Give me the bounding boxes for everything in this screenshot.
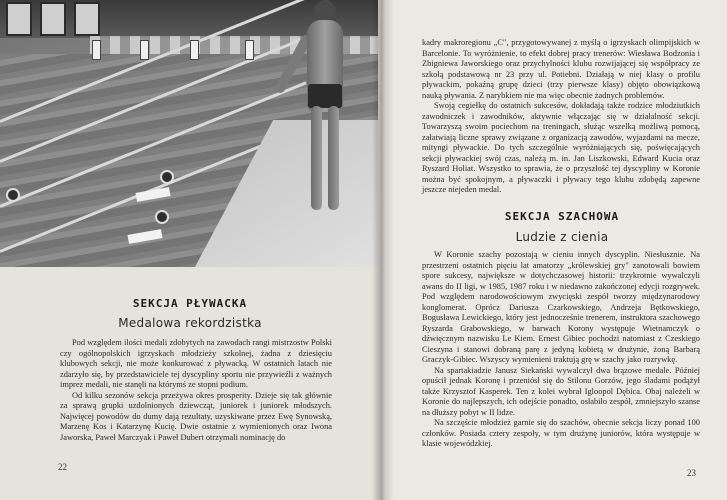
starting-block xyxy=(92,40,101,60)
paragraph: Na szczęście młodzież garnie się do szachów, obecnie sekcja liczy ponad 100 członków. Posiada cztery zespoły, w tym drużynę juniorów, która występuje w klasie wojewódzkiej. xyxy=(422,418,700,448)
section-subheading: Ludzie z cienia xyxy=(515,230,609,244)
book-gutter xyxy=(372,0,394,500)
coach-leg xyxy=(311,106,322,210)
article-body xyxy=(422,38,700,196)
window xyxy=(74,2,100,36)
right-page xyxy=(382,0,727,500)
swimming-pool-photo xyxy=(0,0,378,267)
page-number: 22 xyxy=(58,462,67,472)
paragraph: Od kilku sezonów sekcja przeżywa okres prosperity. Dzieje się tak głównie za sprawą grupki uzdolnionych dziewcząt, juniorek i juniorek młodszych. Najwięcej powodów do dumy dają rezultaty, uzyskiwane przez Ewę Synowską, Marzenę Kos i Katarzynę Kucię. Dwie ostatnie z wymienionych oraz Iwona Jaworska, Paweł Marczyak i Paweł Dubert otrzymali nominację do xyxy=(60,390,332,442)
article-body xyxy=(422,250,700,450)
coach-trunks xyxy=(308,84,342,108)
swimmer xyxy=(160,170,174,184)
section-heading: SEKCJA PŁYWACKA xyxy=(132,297,248,310)
paragraph: Na spartakiadzie Janusz Siekański wywalczył dwa brązowe medale. Później opuścił jednak Koronę i przeniósł się do Stilonu Gorzów, jego śladami podążył także Krzysztof Kasperek. Ten z kolei wybrał Igloopol Dębica. Obaj należeli w Koronie do najlepszych, ich odejście ponadto, osłabiło zespół, zmniejszyło szanse na dłuższy pobyt w II lidze. xyxy=(422,365,700,417)
paragraph: W Koronie szachy pozostają w cieniu innych dyscyplin. Niesłusznie. Na przestrzeni ostatnich pięciu lat amatorzy „królewskiej gry" zanotowali bowiem spore sukcesy, największe w dotychczasowej historii: trzykrotnie wywalczyli awans do II ligi, w 1985, 1987 roku i w niedawno zakończonej edycji rozgrywek. Pod względem narodowościowym zwycięski zespół tworzy międzynarodowy konglomerat. Oprócz Dariusza Czarkowskiego, Andrzeja Bętkowskiego, Bogusława Lewickiego, który jest jednocześnie trenerem, instruktora szachowego Ryszarda Grabowskiego, w barwach Korony występuje Wietnamczyk o dźwięcznym nazwisku Le Kiem. Ernest Gibiec pochodzi natomiast z Czeskiego Cieszyna i stanowi dobraną parę z jedyną kobietą w drużynie, żoną Barbarą Graczyk-Gibiec. Wszyscy wymienieni traktują grę w szachy jako rozrywkę. xyxy=(422,250,700,364)
article-body xyxy=(60,338,332,443)
starting-block xyxy=(190,40,199,60)
paragraph: Pod względem ilości medali zdobytych na zawodach rangi mistrzostw Polski czy ogólnopolskich igrzyskach młodzieży szkolnej, żadna z dziesięciu klubowych sekcji, nie może konkurować z pływacką. W ostatnich latach nie zdarzyło się, by przedstawiciele tej dyscypliny sportu nie przywieźli z ważnych imprez medali, nie stanęli na którymś ze stopni podium. xyxy=(60,338,332,389)
paragraph: kadry makroregionu „C", przygotowywanej z myślą o igrzyskach olimpijskich w Barcelonie. To wyróżnienie, to efekt dobrej pracy trenerów: Wiesława Bodzonia i Zbigniewa Jaworskiego oraz przychylności klubu rozwijającej się współpracy ze szkołą podstawową nr 23 przy ul. Potiebni. Działają w niej klasy o profilu pływackim, pokaźną grupę dzieci (trzy pierwsze klasy) objęto obowiązkową nauką pływania. Z narybkiem nie ma więc obecnie żadnych problemów. xyxy=(422,38,700,100)
section-subheading: Medalowa rekordzistka xyxy=(118,316,262,330)
swimmer xyxy=(155,210,169,224)
window xyxy=(40,2,66,36)
page-number: 23 xyxy=(687,468,696,478)
starting-block xyxy=(245,40,254,60)
starting-block xyxy=(140,40,149,60)
section-heading: SEKCJA SZACHOWA xyxy=(504,210,620,223)
coach-leg xyxy=(328,106,339,210)
swimmer xyxy=(6,188,20,202)
window xyxy=(6,2,32,36)
paragraph: Swoją cegiełkę do ostatnich sukcesów, dokładają także rodzice młodziutkich zawodniczek i zawodników, aktywnie włączając się w działalność sekcji. Towarzyszą swoim pociechom na treningach, służąc wszelką możliwą pomocą, załatwiają liczne sprawy związane z organizacją zawodów, wyjazdami na mecze, mityngi pływackie. Do tych szczególnie wyróżniających się, poświęcających sekcji pływackiej swój czas, należą m. in. Jan Liszkowski, Edward Kucia oraz Ryszard Holiat. Wszystko to sprawia, że o przyszłość tej dyscypliny w Koronie można być spokojnym, a pływaczki i pływacy tego klubu zdobędą zapewne jeszcze niejeden medal. xyxy=(422,101,700,194)
